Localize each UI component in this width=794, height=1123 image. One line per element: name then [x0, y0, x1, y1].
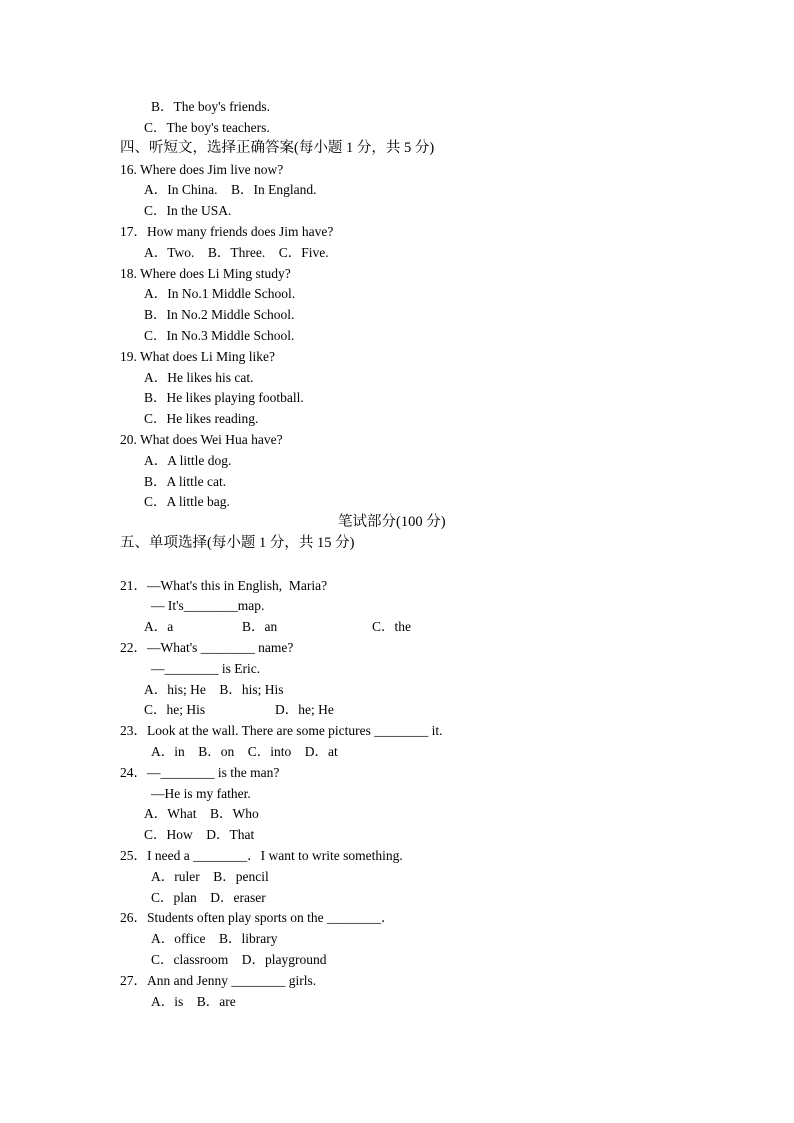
option-22-c: C．he; His [144, 702, 206, 717]
question-20: 20. What does Wei Hua have? [120, 432, 283, 447]
section-5-heading: 五、单项选择(每小题 1 分，共 15 分) [120, 535, 355, 551]
options-17: A．Two. B．Three. C．Five. [144, 245, 329, 260]
options-22-ab: A．his; He B．his; His [144, 682, 284, 697]
question-24: 24．—________ is the man? [120, 765, 280, 780]
option-19-b: B．He likes playing football. [144, 390, 304, 405]
options-27-ab: A．is B．are [151, 994, 236, 1009]
question-26: 26．Students often play sports on the ________． [120, 910, 395, 925]
option-18-b: B．In No.2 Middle School. [144, 307, 295, 322]
option-19-c: C．He likes reading. [144, 411, 259, 426]
option-21-b: B．an [242, 619, 278, 634]
option-15-b: B．The boy's friends. [151, 99, 271, 114]
question-19: 19. What does Li Ming like? [120, 349, 275, 364]
options-24-cd: C．How D．That [144, 827, 255, 842]
options-26-ab: A．office B．library [151, 931, 278, 946]
question-25: 25．I need a ________．I want to write something. [120, 848, 403, 863]
question-22: 22．—What's ________ name? [120, 640, 294, 655]
option-19-a: A．He likes his cat. [144, 370, 254, 385]
option-20-c: C．A little bag. [144, 494, 230, 509]
options-24-ab: A．What B．Who [144, 806, 259, 821]
question-18: 18. Where does Li Ming study? [120, 266, 291, 281]
question-16: 16. Where does Jim live now? [120, 162, 284, 177]
option-20-a: A．A little dog. [144, 453, 232, 468]
question-17: 17．How many friends does Jim have? [120, 224, 334, 239]
written-part-title: 笔试部分(100 分) [338, 514, 446, 530]
option-16-c: C．In the USA. [144, 203, 232, 218]
question-27: 27．Ann and Jenny ________ girls. [120, 973, 317, 988]
options-26-cd: C．classroom D．playground [151, 952, 327, 967]
options-23: A．in B．on C．into D．at [151, 744, 338, 759]
option-20-b: B．A little cat. [144, 474, 227, 489]
option-18-c: C．In No.3 Middle School. [144, 328, 295, 343]
option-21-c: C．the [372, 619, 411, 634]
question-23: 23．Look at the wall. There are some pictures ________ it. [120, 723, 443, 738]
option-21-a: A．a [144, 619, 174, 634]
options-16-ab: A．In China. B．In England. [144, 182, 317, 197]
option-18-a: A．In No.1 Middle School. [144, 286, 296, 301]
section-4-heading: 四、听短文，选择正确答案(每小题 1 分，共 5 分) [120, 140, 435, 156]
options-25-cd: C．plan D．eraser [151, 890, 266, 905]
question-24-reply: —He is my father. [151, 786, 251, 801]
question-21-reply: — It's________map. [151, 598, 265, 613]
option-15-c: C．The boy's teachers. [144, 120, 270, 135]
option-22-d: D．he; He [275, 702, 334, 717]
question-21: 21．—What's this in English, Maria? [120, 578, 328, 593]
question-22-reply: —________ is Eric. [151, 661, 261, 676]
options-25-ab: A．ruler B．pencil [151, 869, 269, 884]
